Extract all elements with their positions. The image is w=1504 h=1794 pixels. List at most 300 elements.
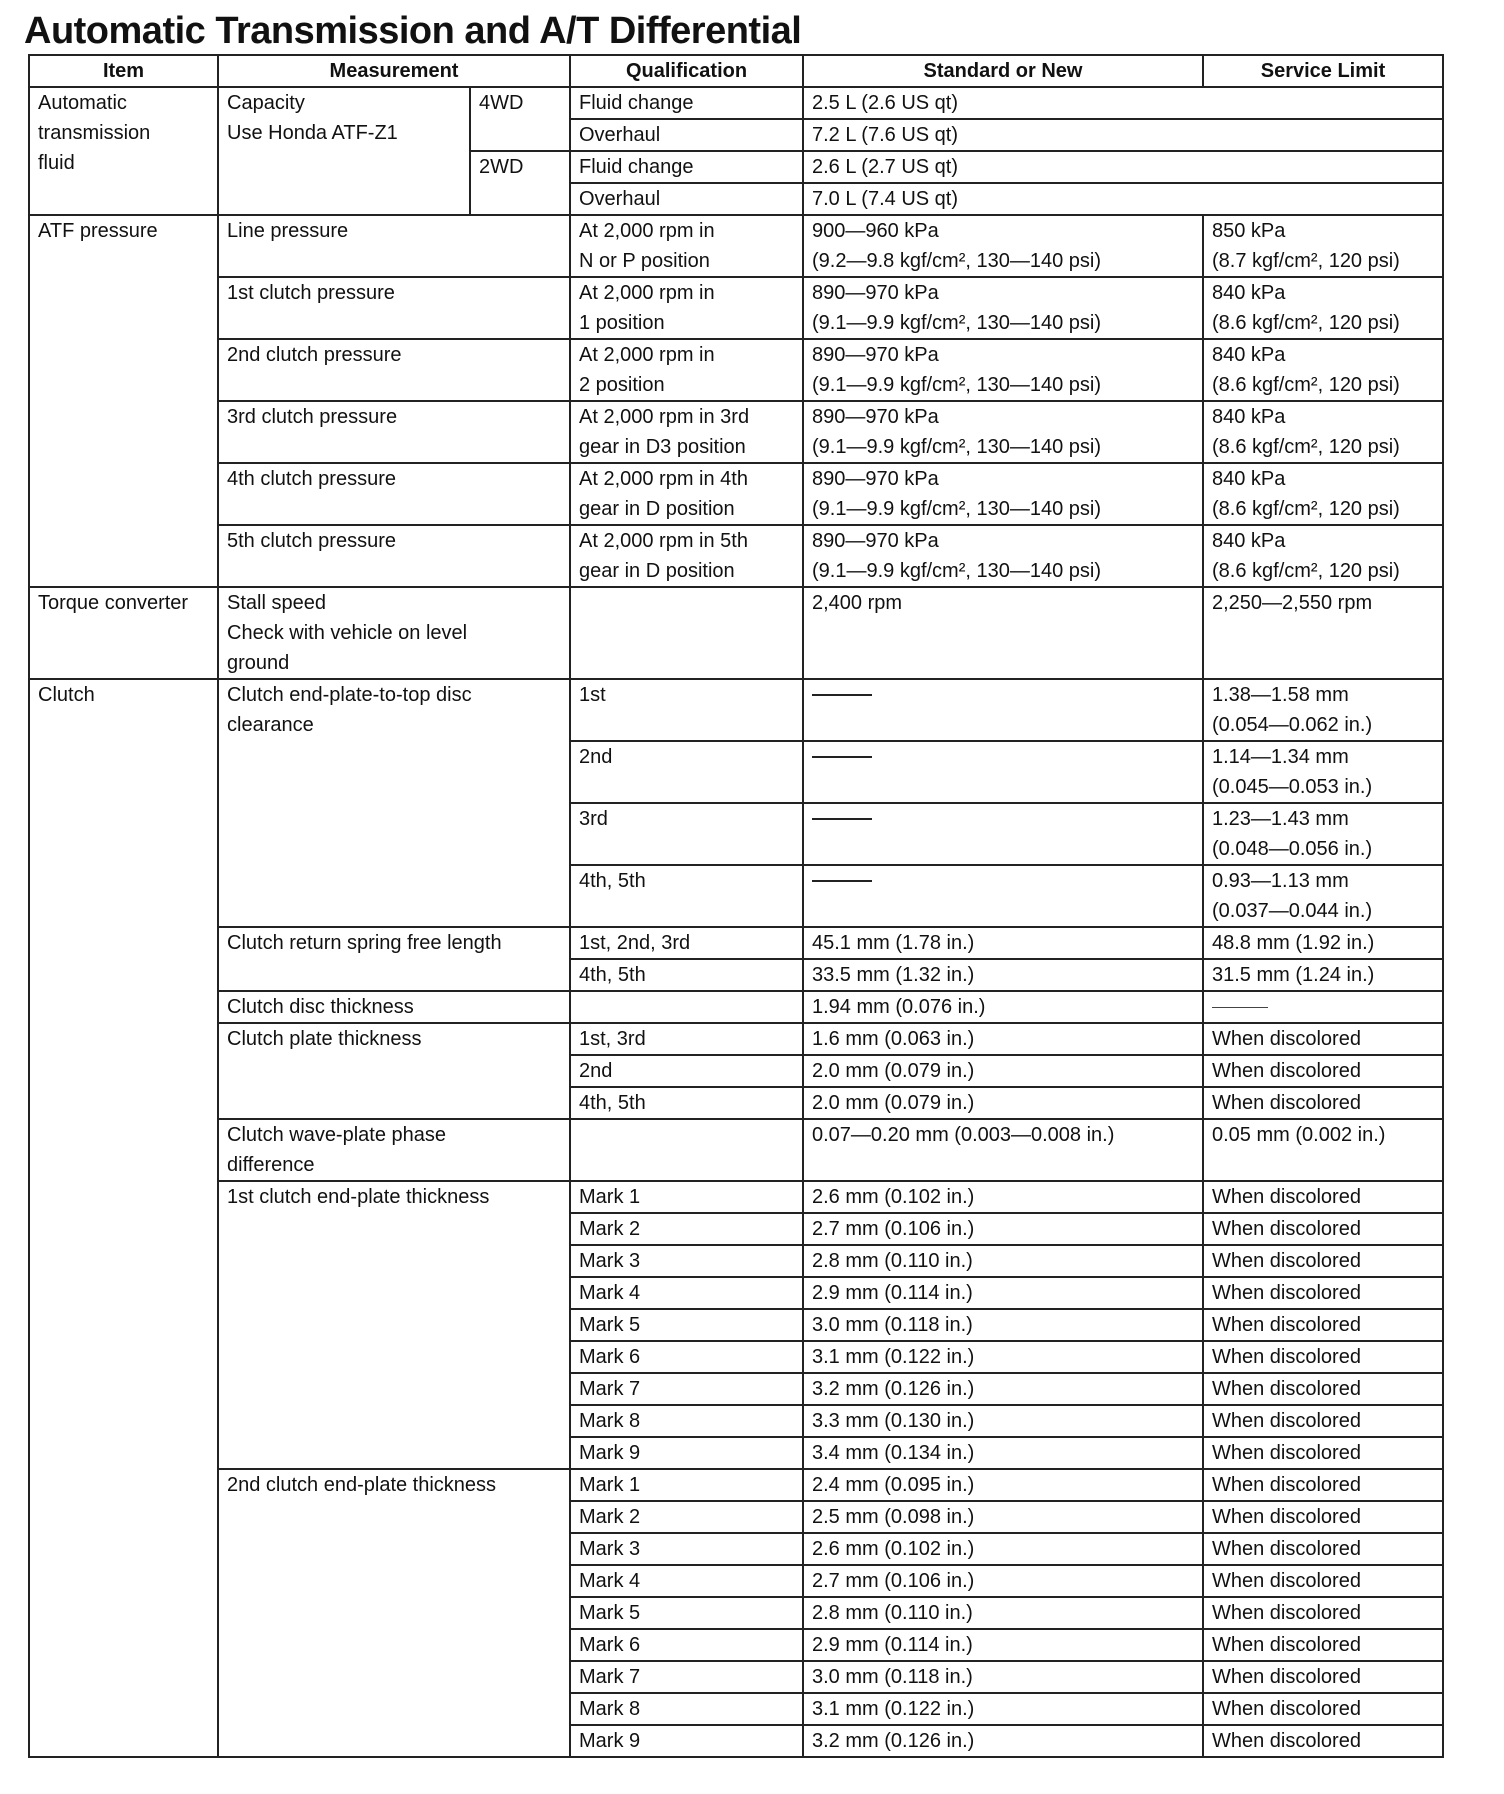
clearance-qual-text: 1st — [579, 684, 606, 706]
wave-limit — [1203, 1119, 1443, 1181]
endplate2-std — [803, 1693, 1203, 1725]
atf-qual — [570, 151, 803, 183]
endplate2-limit-text: When discolored — [1212, 1730, 1361, 1752]
pressure-qual-text: At 2,000 rpm in 3rd — [579, 406, 750, 428]
atf-measurement-text: Capacity — [227, 92, 305, 114]
endplate1-limit — [1203, 1437, 1443, 1469]
atf-item-text: Automatic — [38, 92, 127, 114]
endplate1-qual — [570, 1437, 803, 1469]
endplate1-qual-text: Mark 3 — [579, 1250, 641, 1272]
plate-limit — [1203, 1023, 1443, 1055]
plate-limit-text: When discolored — [1212, 1028, 1361, 1050]
endplate1-std-text: 3.2 mm (0.126 in.) — [812, 1378, 975, 1400]
table-row — [29, 215, 1443, 277]
endplate1-qual-text: Mark 6 — [579, 1346, 641, 1368]
endplate1-qual — [570, 1373, 803, 1405]
spring-qual — [570, 927, 803, 959]
endplate1-std-text: 2.7 mm (0.106 in.) — [812, 1218, 975, 1240]
endplate1-qual-text: Mark 2 — [579, 1218, 641, 1240]
endplate2-std — [803, 1565, 1203, 1597]
torque-measurement-text: Stall speed — [227, 592, 326, 614]
atf-std — [803, 151, 1443, 183]
pressure-qual-text: At 2,000 rpm in — [579, 344, 715, 366]
endplate2-limit — [1203, 1693, 1443, 1725]
header-service-limit: Service Limit — [1203, 55, 1443, 87]
dash-mark — [812, 880, 872, 882]
clearance-qual — [570, 741, 803, 803]
table-row — [29, 525, 1443, 587]
endplate2-measurement — [218, 1469, 570, 1757]
disc-limit — [1203, 991, 1443, 1023]
endplate1-qual — [570, 1181, 803, 1213]
endplate1-qual — [570, 1405, 803, 1437]
clearance-qual — [570, 679, 803, 741]
plate-std-text: 2.0 mm (0.079 in.) — [812, 1092, 975, 1114]
endplate1-std — [803, 1309, 1203, 1341]
endplate1-qual — [570, 1213, 803, 1245]
torque-measurement-text: ground — [227, 652, 290, 674]
clearance-limit-text: 1.14—1.34 mm — [1212, 746, 1349, 768]
spring-qual — [570, 959, 803, 991]
endplate2-qual — [570, 1501, 803, 1533]
pressure-std-text: (9.1—9.9 kgf/cm², 130—140 psi) — [812, 374, 1102, 396]
pressure-limit-text: (8.7 kgf/cm², 120 psi) — [1212, 250, 1400, 272]
plate-std — [803, 1087, 1203, 1119]
pressure-std — [803, 401, 1203, 463]
endplate1-std — [803, 1373, 1203, 1405]
endplate1-std — [803, 1405, 1203, 1437]
endplate2-qual — [570, 1597, 803, 1629]
table-row — [29, 587, 1443, 679]
header-measurement: Measurement — [218, 55, 570, 87]
clearance-limit — [1203, 865, 1443, 927]
endplate2-limit-text: When discolored — [1212, 1666, 1361, 1688]
pressure-std-text: (9.1—9.9 kgf/cm², 130—140 psi) — [812, 312, 1102, 334]
endplate1-limit-text: When discolored — [1212, 1442, 1361, 1464]
plate-qual — [570, 1055, 803, 1087]
pressure-std — [803, 339, 1203, 401]
disc-std — [803, 991, 1203, 1023]
atf-qual — [570, 87, 803, 119]
pressure-limit — [1203, 277, 1443, 339]
clearance-qual-text: 4th, 5th — [579, 870, 646, 892]
endplate2-qual-text: Mark 5 — [579, 1602, 641, 1624]
clutch-item — [29, 679, 218, 1757]
spring-limit — [1203, 959, 1443, 991]
endplate2-std-text: 3.0 mm (0.118 in.) — [812, 1666, 973, 1688]
endplate1-std-text: 2.9 mm (0.114 in.) — [812, 1282, 973, 1304]
atf-std-text: 2.6 L (2.7 US qt) — [812, 156, 958, 178]
header-row — [29, 55, 1443, 87]
endplate1-limit — [1203, 1405, 1443, 1437]
atf-std — [803, 183, 1443, 215]
torque-std — [803, 587, 1203, 679]
endplate1-limit-text: When discolored — [1212, 1314, 1361, 1336]
endplate2-qual — [570, 1725, 803, 1757]
wave-measurement-text: Clutch wave-plate phase — [227, 1124, 447, 1146]
endplate1-measurement-text: 1st clutch end-plate thickness — [227, 1186, 490, 1208]
pressure-std-text: (9.1—9.9 kgf/cm², 130—140 psi) — [812, 498, 1102, 520]
endplate1-qual — [570, 1341, 803, 1373]
dash-mark — [1212, 1007, 1268, 1008]
endplate2-limit — [1203, 1725, 1443, 1757]
clutch-item-text: Clutch — [38, 684, 95, 706]
pressure-limit — [1203, 339, 1443, 401]
clearance-limit-text: (0.037—0.044 in.) — [1212, 900, 1373, 922]
atf-item — [29, 87, 218, 215]
endplate1-measurement — [218, 1181, 570, 1469]
endplate1-limit-text: When discolored — [1212, 1410, 1361, 1432]
spring-measurement — [218, 927, 570, 991]
endplate2-limit — [1203, 1597, 1443, 1629]
endplate1-limit-text: When discolored — [1212, 1346, 1361, 1368]
dash-mark — [812, 756, 872, 758]
endplate2-qual-text: Mark 2 — [579, 1506, 641, 1528]
clearance-limit-text: (0.048—0.056 in.) — [1212, 838, 1373, 860]
dash-mark — [812, 818, 872, 820]
clearance-limit — [1203, 741, 1443, 803]
pressure-limit-text: (8.6 kgf/cm², 120 psi) — [1212, 436, 1400, 458]
plate-qual — [570, 1087, 803, 1119]
spring-std — [803, 959, 1203, 991]
endplate1-std-text: 3.1 mm (0.122 in.) — [812, 1346, 975, 1368]
plate-limit — [1203, 1087, 1443, 1119]
endplate1-std — [803, 1181, 1203, 1213]
clearance-std — [803, 803, 1203, 865]
disc-measurement-text: Clutch disc thickness — [227, 996, 414, 1018]
pressure-limit-text: (8.6 kgf/cm², 120 psi) — [1212, 312, 1400, 334]
pressure-std-text: 890—970 kPa — [812, 468, 939, 490]
atf-item-text: transmission — [38, 122, 151, 144]
table-row — [29, 87, 1443, 119]
endplate2-measurement-text: 2nd clutch end-plate thickness — [227, 1474, 497, 1496]
spring-std-text: 33.5 mm (1.32 in.) — [812, 964, 975, 986]
pressure-limit-text: 840 kPa — [1212, 406, 1286, 428]
wave-std — [803, 1119, 1203, 1181]
endplate2-qual-text: Mark 4 — [579, 1570, 641, 1592]
plate-std — [803, 1055, 1203, 1087]
endplate2-std — [803, 1501, 1203, 1533]
endplate1-limit — [1203, 1309, 1443, 1341]
endplate1-std-text: 3.3 mm (0.130 in.) — [812, 1410, 975, 1432]
atf-std-text: 7.0 L (7.4 US qt) — [812, 188, 958, 210]
pressure-qual-text: N or P position — [579, 250, 710, 272]
pressure-limit — [1203, 401, 1443, 463]
endplate1-limit — [1203, 1373, 1443, 1405]
endplate2-limit — [1203, 1469, 1443, 1501]
endplate2-qual-text: Mark 7 — [579, 1666, 641, 1688]
endplate2-std — [803, 1597, 1203, 1629]
endplate2-qual-text: Mark 8 — [579, 1698, 641, 1720]
clearance-limit — [1203, 803, 1443, 865]
atf-qual-text: Fluid change — [579, 92, 694, 114]
endplate1-std — [803, 1213, 1203, 1245]
disc-std-text: 1.94 mm (0.076 in.) — [812, 996, 986, 1018]
endplate1-std-text: 3.4 mm (0.134 in.) — [812, 1442, 975, 1464]
table-row — [29, 401, 1443, 463]
pressure-qual-text: At 2,000 rpm in — [579, 282, 715, 304]
pressure-measurement-text: 4th clutch pressure — [227, 468, 396, 490]
endplate1-limit-text: When discolored — [1212, 1186, 1361, 1208]
pressure-limit-text: (8.6 kgf/cm², 120 psi) — [1212, 374, 1400, 396]
clearance-qual-text: 3rd — [579, 808, 608, 830]
endplate1-limit — [1203, 1277, 1443, 1309]
endplate2-limit-text: When discolored — [1212, 1634, 1361, 1656]
pressure-limit-text: 840 kPa — [1212, 282, 1286, 304]
torque-item — [29, 587, 218, 679]
endplate1-qual-text: Mark 5 — [579, 1314, 641, 1336]
endplate1-std — [803, 1277, 1203, 1309]
endplate1-limit — [1203, 1245, 1443, 1277]
endplate1-std-text: 3.0 mm (0.118 in.) — [812, 1314, 973, 1336]
pressure-limit — [1203, 463, 1443, 525]
endplate2-limit — [1203, 1533, 1443, 1565]
spring-qual-text: 4th, 5th — [579, 964, 646, 986]
pressure-limit-text: (8.6 kgf/cm², 120 psi) — [1212, 498, 1400, 520]
atf-std-text: 7.2 L (7.6 US qt) — [812, 124, 958, 146]
pressure-std-text: 890—970 kPa — [812, 530, 939, 552]
endplate2-std-text: 2.4 mm (0.095 in.) — [812, 1474, 975, 1496]
pressure-qual — [570, 401, 803, 463]
pressure-std — [803, 525, 1203, 587]
clearance-limit-text: 1.23—1.43 mm — [1212, 808, 1349, 830]
wave-qual — [570, 1119, 803, 1181]
pressure-item — [29, 215, 218, 587]
endplate1-limit-text: When discolored — [1212, 1282, 1361, 1304]
wave-limit-text: 0.05 mm (0.002 in.) — [1212, 1124, 1386, 1146]
atf-measurement — [218, 87, 470, 215]
endplate1-limit-text: When discolored — [1212, 1378, 1361, 1400]
spring-std — [803, 927, 1203, 959]
pressure-measurement-text: 5th clutch pressure — [227, 530, 396, 552]
table-row — [29, 1119, 1443, 1181]
endplate1-limit-text: When discolored — [1212, 1250, 1361, 1272]
endplate2-limit-text: When discolored — [1212, 1506, 1361, 1528]
clearance-qual-text: 2nd — [579, 746, 613, 768]
endplate1-limit — [1203, 1181, 1443, 1213]
endplate2-limit-text: When discolored — [1212, 1602, 1361, 1624]
atf-std — [803, 87, 1443, 119]
spring-qual-text: 1st, 2nd, 3rd — [579, 932, 691, 954]
endplate2-limit — [1203, 1661, 1443, 1693]
endplate2-std — [803, 1533, 1203, 1565]
torque-qual — [570, 587, 803, 679]
pressure-std — [803, 463, 1203, 525]
endplate2-qual — [570, 1565, 803, 1597]
endplate2-qual-text: Mark 9 — [579, 1730, 641, 1752]
plate-limit-text: When discolored — [1212, 1092, 1361, 1114]
endplate2-std-text: 3.1 mm (0.122 in.) — [812, 1698, 975, 1720]
spring-measurement-text: Clutch return spring free length — [227, 932, 502, 954]
endplate2-limit-text: When discolored — [1212, 1474, 1361, 1496]
pressure-qual-text: gear in D position — [579, 498, 735, 520]
pressure-measurement — [218, 401, 570, 463]
endplate2-std — [803, 1725, 1203, 1757]
clearance-measurement-text: Clutch end-plate-to-top disc — [227, 684, 472, 706]
endplate1-limit-text: When discolored — [1212, 1218, 1361, 1240]
page-title: Automatic Transmission and A/T Differential — [24, 10, 802, 52]
endplate2-qual — [570, 1533, 803, 1565]
endplate2-limit — [1203, 1565, 1443, 1597]
pressure-qual — [570, 339, 803, 401]
torque-item-text: Torque converter — [38, 592, 189, 614]
clearance-limit-text: 0.93—1.13 mm — [1212, 870, 1349, 892]
pressure-measurement — [218, 215, 570, 277]
endplate2-std-text: 3.2 mm (0.126 in.) — [812, 1730, 975, 1752]
torque-std-text: 2,400 rpm — [812, 592, 903, 614]
spring-limit-text: 48.8 mm (1.92 in.) — [1212, 932, 1375, 954]
dash-mark — [812, 694, 872, 696]
table-row — [29, 463, 1443, 525]
endplate2-qual — [570, 1661, 803, 1693]
atf-4wd-text: 4WD — [479, 92, 524, 114]
plate-std-text: 1.6 mm (0.063 in.) — [812, 1028, 975, 1050]
endplate2-std — [803, 1469, 1203, 1501]
endplate2-limit-text: When discolored — [1212, 1570, 1361, 1592]
clearance-std — [803, 741, 1203, 803]
clearance-qual — [570, 865, 803, 927]
plate-qual-text: 4th, 5th — [579, 1092, 646, 1114]
endplate1-qual-text: Mark 1 — [579, 1186, 641, 1208]
table-row — [29, 1023, 1443, 1055]
plate-qual — [570, 1023, 803, 1055]
spec-table — [28, 54, 1444, 1758]
plate-limit-text: When discolored — [1212, 1060, 1361, 1082]
atf-4wd — [470, 87, 570, 151]
plate-qual-text: 1st, 3rd — [579, 1028, 646, 1050]
atf-qual-text: Overhaul — [579, 124, 661, 146]
pressure-limit-text: 840 kPa — [1212, 468, 1286, 490]
table-row — [29, 1469, 1443, 1501]
pressure-measurement-text: 1st clutch pressure — [227, 282, 395, 304]
endplate2-std-text: 2.9 mm (0.114 in.) — [812, 1634, 973, 1656]
atf-item-text: fluid — [38, 152, 75, 174]
endplate1-qual — [570, 1245, 803, 1277]
pressure-measurement — [218, 339, 570, 401]
table-row — [29, 1181, 1443, 1213]
pressure-limit-text: (8.6 kgf/cm², 120 psi) — [1212, 560, 1400, 582]
pressure-limit — [1203, 215, 1443, 277]
clearance-limit-text: 1.38—1.58 mm — [1212, 684, 1349, 706]
pressure-std-text: (9.2—9.8 kgf/cm², 130—140 psi) — [812, 250, 1102, 272]
wave-measurement — [218, 1119, 570, 1181]
pressure-measurement-text: 3rd clutch pressure — [227, 406, 398, 428]
endplate2-limit — [1203, 1501, 1443, 1533]
header-standard: Standard or New — [803, 55, 1203, 87]
endplate1-qual — [570, 1277, 803, 1309]
endplate2-std — [803, 1629, 1203, 1661]
header-item: Item — [29, 55, 218, 87]
clearance-qual — [570, 803, 803, 865]
endplate2-std — [803, 1661, 1203, 1693]
plate-std-text: 2.0 mm (0.079 in.) — [812, 1060, 975, 1082]
spring-limit-text: 31.5 mm (1.24 in.) — [1212, 964, 1375, 986]
atf-qual — [570, 119, 803, 151]
plate-measurement — [218, 1023, 570, 1119]
endplate2-std-text: 2.7 mm (0.106 in.) — [812, 1570, 975, 1592]
endplate2-std-text: 2.6 mm (0.102 in.) — [812, 1538, 975, 1560]
endplate2-qual — [570, 1629, 803, 1661]
table-row — [29, 679, 1443, 741]
table-row — [29, 339, 1443, 401]
clearance-std — [803, 679, 1203, 741]
pressure-measurement-text: Line pressure — [227, 220, 349, 242]
pressure-qual-text: 1 position — [579, 312, 665, 334]
endplate1-limit — [1203, 1341, 1443, 1373]
endplate2-qual-text: Mark 3 — [579, 1538, 641, 1560]
atf-std — [803, 119, 1443, 151]
pressure-qual-text: At 2,000 rpm in — [579, 220, 715, 242]
pressure-limit-text: 840 kPa — [1212, 530, 1286, 552]
pressure-qual-text: 2 position — [579, 374, 665, 396]
clearance-std — [803, 865, 1203, 927]
atf-qual-text: Overhaul — [579, 188, 661, 210]
torque-measurement — [218, 587, 570, 679]
pressure-measurement — [218, 525, 570, 587]
pressure-std-text: 890—970 kPa — [812, 282, 939, 304]
pressure-qual-text: At 2,000 rpm in 4th — [579, 468, 748, 490]
endplate1-std-text: 2.8 mm (0.110 in.) — [812, 1250, 973, 1272]
endplate2-limit — [1203, 1629, 1443, 1661]
torque-measurement-text: Check with vehicle on level — [227, 622, 468, 644]
clearance-limit — [1203, 679, 1443, 741]
endplate2-limit-text: When discolored — [1212, 1538, 1361, 1560]
spring-std-text: 45.1 mm (1.78 in.) — [812, 932, 975, 954]
disc-qual — [570, 991, 803, 1023]
clearance-limit-text: (0.054—0.062 in.) — [1212, 714, 1373, 736]
atf-2wd-text: 2WD — [479, 156, 524, 178]
spring-limit — [1203, 927, 1443, 959]
pressure-item-text: ATF pressure — [38, 220, 158, 242]
clearance-measurement — [218, 679, 570, 927]
pressure-measurement — [218, 277, 570, 339]
pressure-qual — [570, 463, 803, 525]
pressure-std-text: (9.1—9.9 kgf/cm², 130—140 psi) — [812, 560, 1102, 582]
endplate1-qual-text: Mark 7 — [579, 1378, 641, 1400]
pressure-qual-text: At 2,000 rpm in 5th — [579, 530, 748, 552]
pressure-std-text: (9.1—9.9 kgf/cm², 130—140 psi) — [812, 436, 1102, 458]
endplate2-qual-text: Mark 1 — [579, 1474, 641, 1496]
endplate2-qual-text: Mark 6 — [579, 1634, 641, 1656]
endplate1-std-text: 2.6 mm (0.102 in.) — [812, 1186, 975, 1208]
pressure-std-text: 900—960 kPa — [812, 220, 939, 242]
table-row — [29, 927, 1443, 959]
wave-measurement-text: difference — [227, 1154, 315, 1176]
plate-std — [803, 1023, 1203, 1055]
pressure-std — [803, 277, 1203, 339]
endplate1-std — [803, 1245, 1203, 1277]
disc-measurement — [218, 991, 570, 1023]
wave-std-text: 0.07—0.20 mm (0.003—0.008 in.) — [812, 1124, 1115, 1146]
clearance-measurement-text: clearance — [227, 714, 314, 736]
torque-limit-text: 2,250—2,550 rpm — [1212, 592, 1373, 614]
pressure-std-text: 890—970 kPa — [812, 344, 939, 366]
endplate1-qual-text: Mark 4 — [579, 1282, 641, 1304]
atf-qual-text: Fluid change — [579, 156, 694, 178]
torque-limit — [1203, 587, 1443, 679]
atf-std-text: 2.5 L (2.6 US qt) — [812, 92, 958, 114]
pressure-limit — [1203, 525, 1443, 587]
endplate1-std — [803, 1437, 1203, 1469]
pressure-qual — [570, 525, 803, 587]
pressure-limit-text: 850 kPa — [1212, 220, 1286, 242]
pressure-measurement — [218, 463, 570, 525]
endplate2-qual — [570, 1469, 803, 1501]
endplate1-qual-text: Mark 9 — [579, 1442, 641, 1464]
pressure-std-text: 890—970 kPa — [812, 406, 939, 428]
pressure-qual — [570, 277, 803, 339]
endplate2-qual — [570, 1693, 803, 1725]
